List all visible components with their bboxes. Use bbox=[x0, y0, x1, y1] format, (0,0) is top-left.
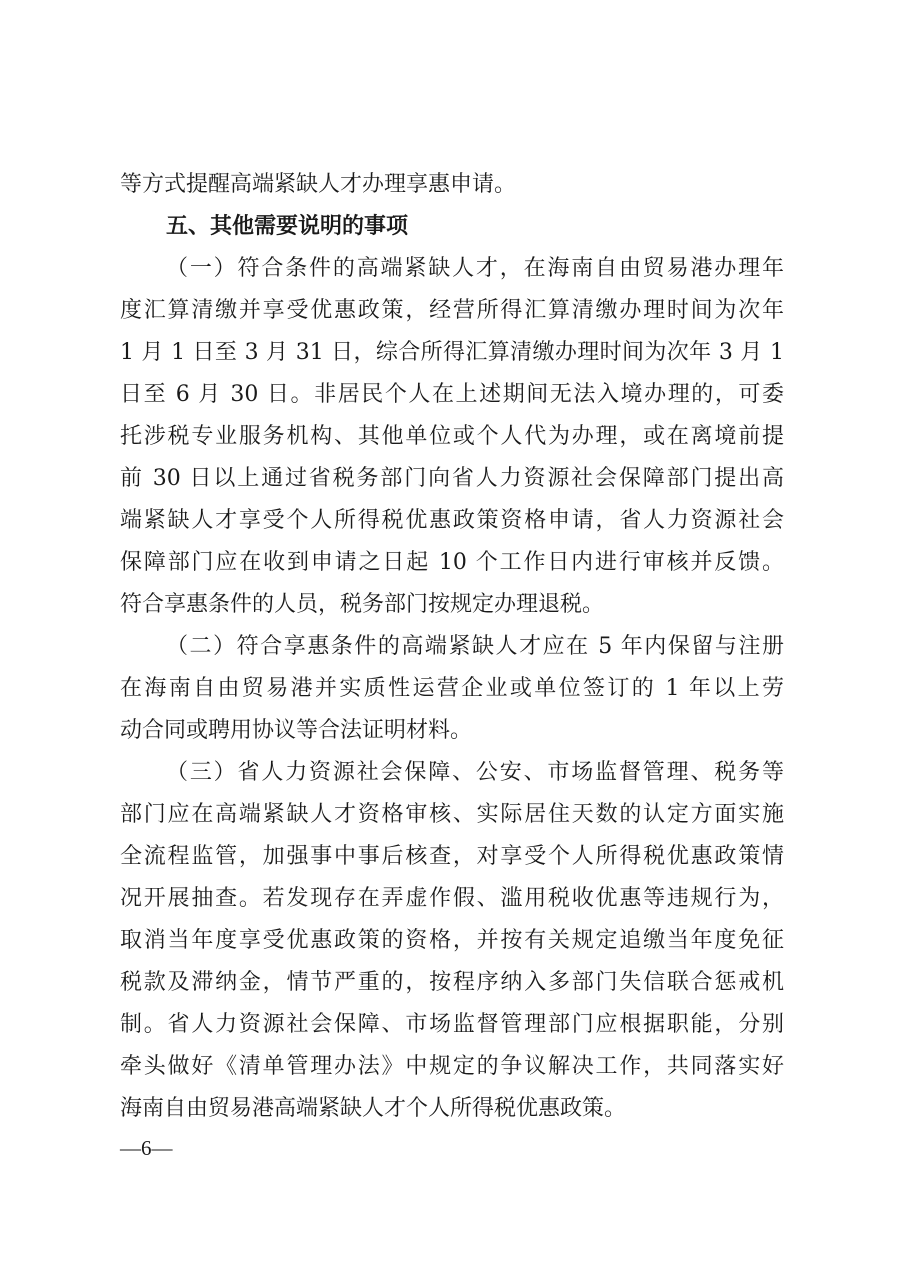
text-line: 等方式提醒高端紧缺人才办理享惠申请。 bbox=[120, 172, 517, 197]
text-line: 制。省人力资源社会保障、市场监督管理部门应根据职能，分别 bbox=[120, 1012, 784, 1037]
text-line: 符合享惠条件的人员，税务部门按规定办理退税。 bbox=[120, 592, 605, 617]
page-number: —6— bbox=[120, 1136, 173, 1160]
text-line: 况开展抽查。若发现存在弄虚作假、滥用税收优惠等违规行为， bbox=[120, 886, 784, 911]
text-line: （一）符合条件的高端紧缺人才，在海南自由贸易港办理年 bbox=[166, 256, 784, 281]
text-line: 全流程监管，加强事中事后核查，对享受个人所得税优惠政策情 bbox=[120, 844, 784, 869]
text-line: 托涉税专业服务机构、其他单位或个人代为办理，或在离境前提 bbox=[120, 424, 784, 449]
text-line: 牵头做好《清单管理办法》中规定的争议解决工作，共同落实好 bbox=[120, 1054, 784, 1079]
text-line: 取消当年度享受优惠政策的资格，并按有关规定追缴当年度免征 bbox=[120, 928, 784, 953]
text-line: 保障部门应在收到申请之日起 10 个工作日内进行审核并反馈。 bbox=[120, 550, 784, 575]
text-line: 前 30 日以上通过省税务部门向省人力资源社会保障部门提出高 bbox=[120, 466, 784, 491]
text-line: 度汇算清缴并享受优惠政策，经营所得汇算清缴办理时间为次年 bbox=[120, 298, 784, 323]
text-line: 税款及滞纳金，情节严重的，按程序纳入多部门失信联合惩戒机 bbox=[120, 970, 784, 995]
section-heading: 五、其他需要说明的事项 bbox=[166, 214, 409, 239]
text-line: 端紧缺人才享受个人所得税优惠政策资格申请，省人力资源社会 bbox=[120, 508, 784, 533]
text-line: 海南自由贸易港高端紧缺人才个人所得税优惠政策。 bbox=[120, 1096, 627, 1121]
text-line: 1 月 1 日至 3 月 31 日，综合所得汇算清缴办理时间为次年 3 月 1 bbox=[120, 340, 784, 365]
text-line: 在海南自由贸易港并实质性运营企业或单位签订的 1 年以上劳 bbox=[120, 676, 784, 701]
text-line: （二）符合享惠条件的高端紧缺人才应在 5 年内保留与注册 bbox=[166, 634, 784, 659]
text-line: 部门应在高端紧缺人才资格审核、实际居住天数的认定方面实施 bbox=[120, 802, 784, 827]
text-line: 日至 6 月 30 日。非居民个人在上述期间无法入境办理的，可委 bbox=[120, 382, 784, 407]
text-line: （三）省人力资源社会保障、公安、市场监督管理、税务等 bbox=[166, 760, 784, 785]
text-line: 动合同或聘用协议等合法证明材料。 bbox=[120, 718, 473, 743]
